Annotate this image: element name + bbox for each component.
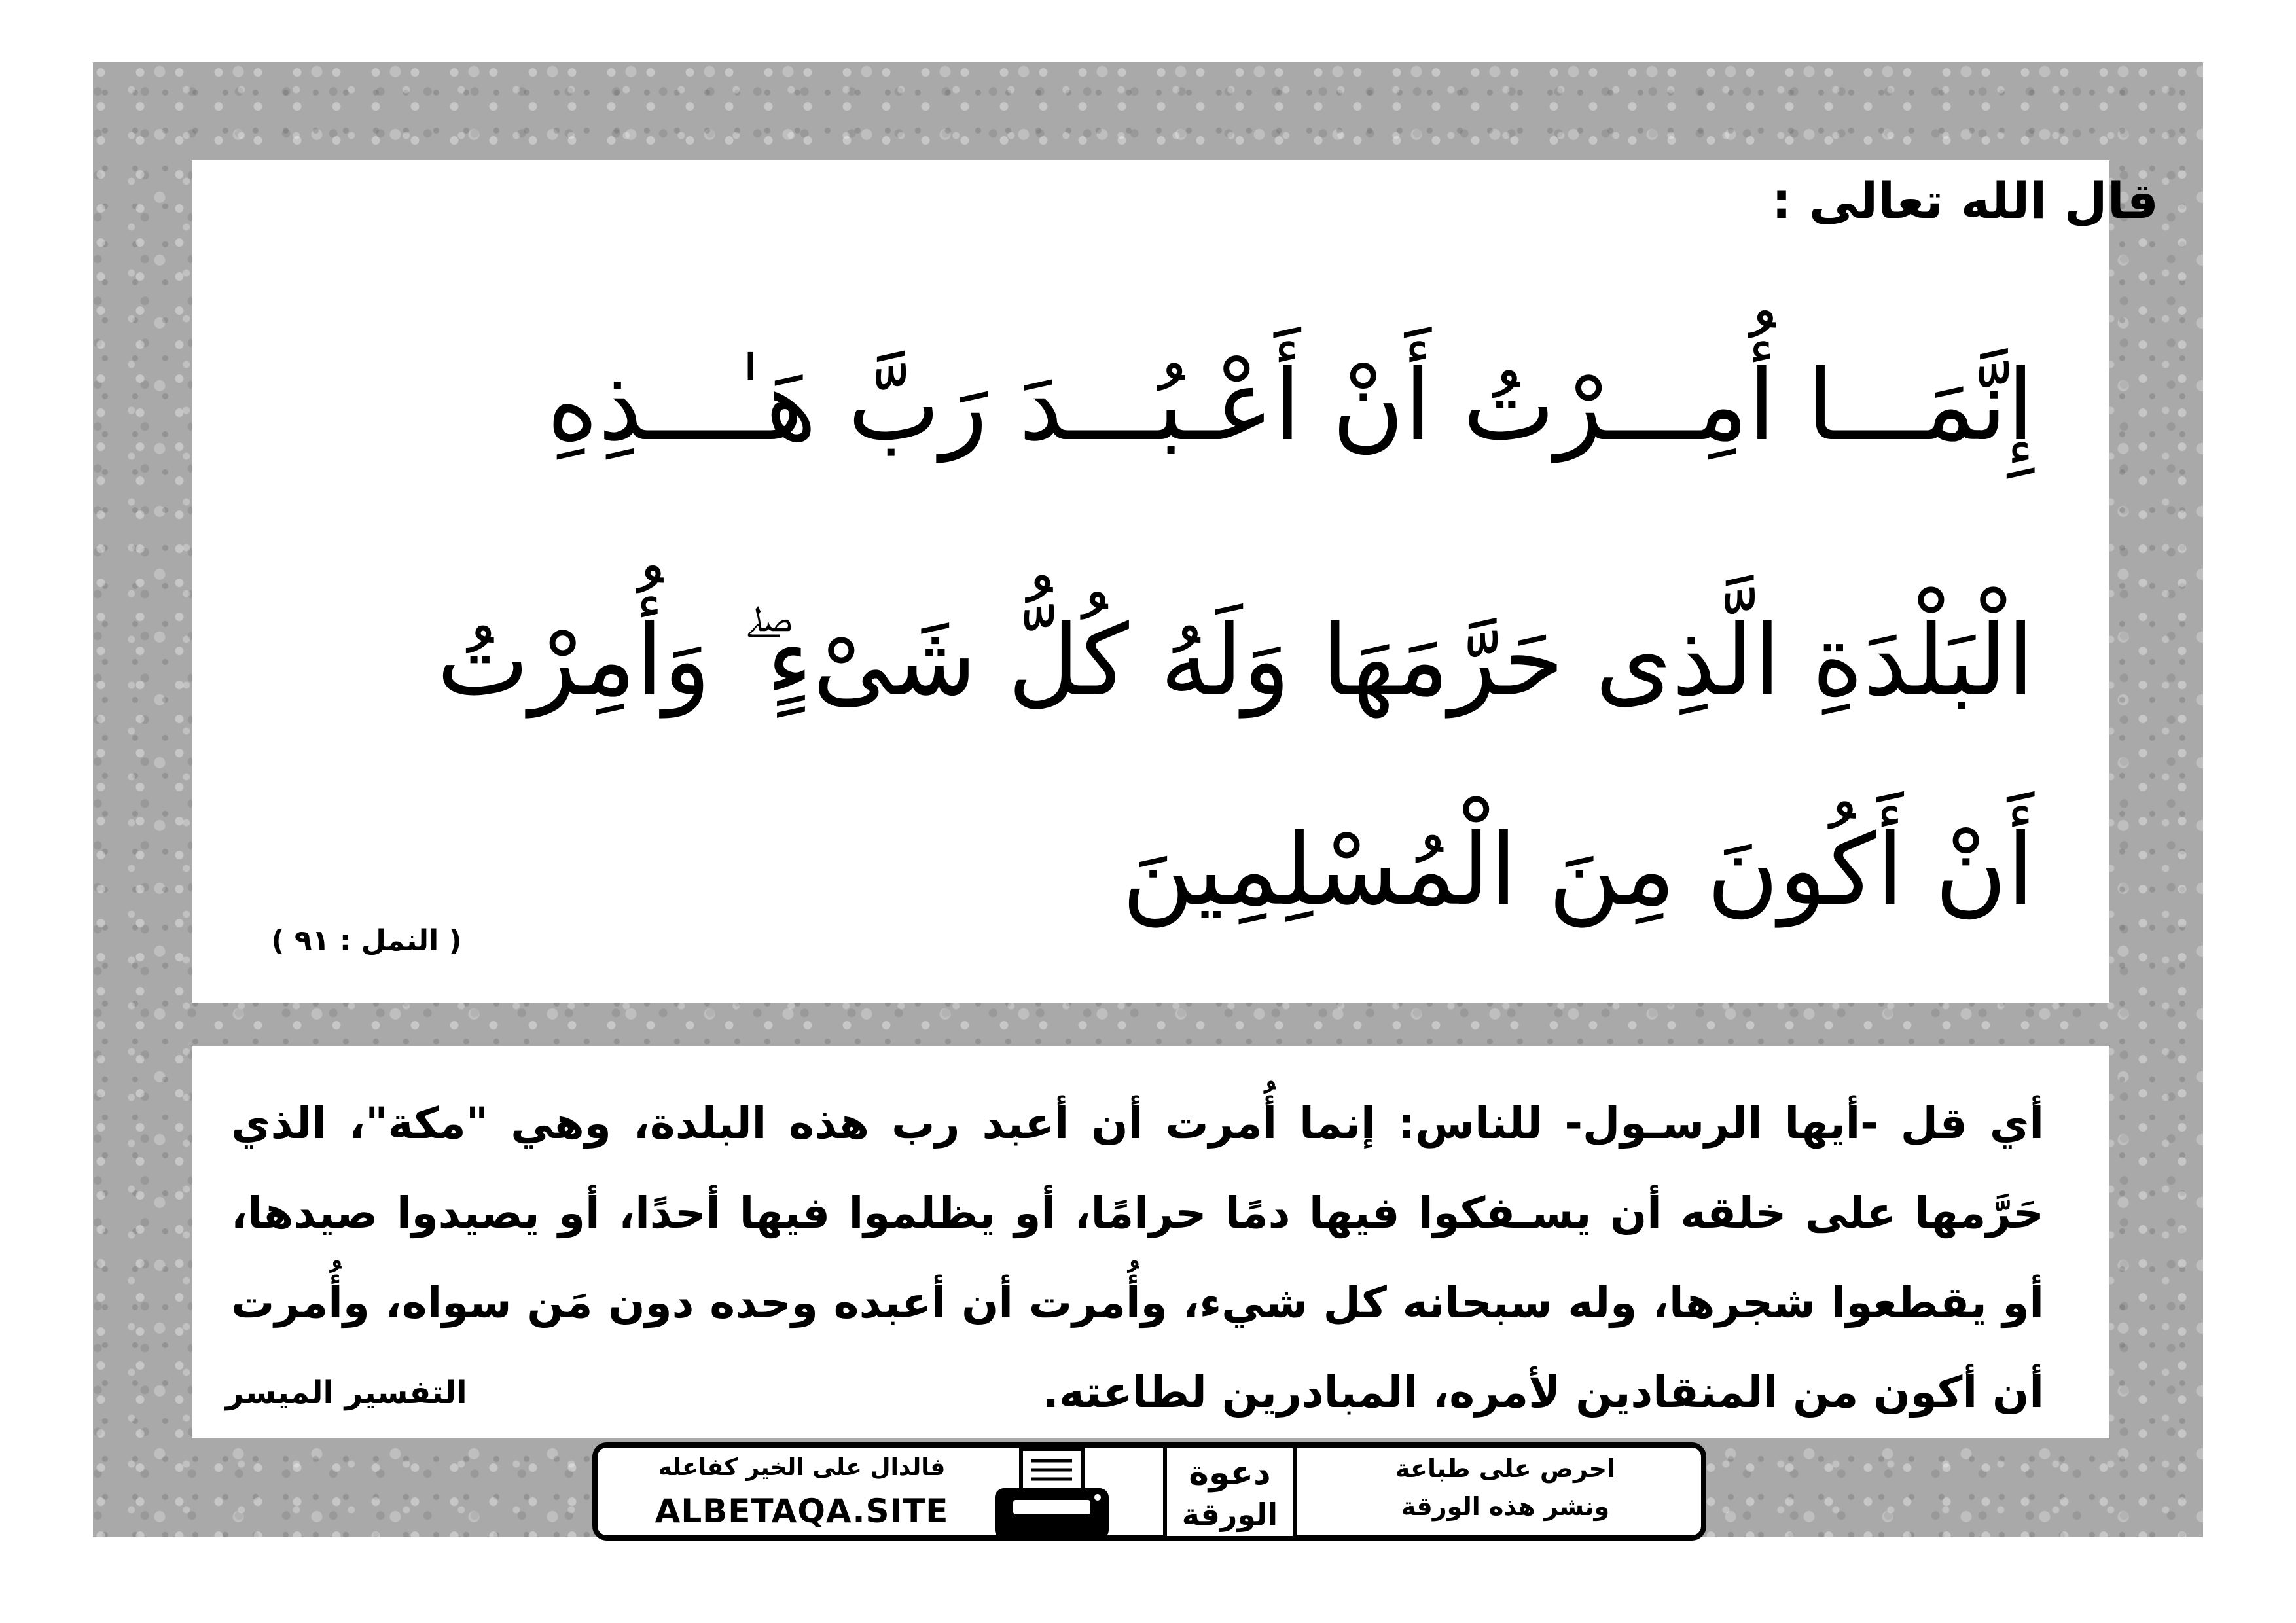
- footer-cta-line: ونشر هذه الورقة: [1401, 1492, 1610, 1521]
- footer-cta-line: احرص على طباعة: [1395, 1454, 1616, 1483]
- logo-text: دعوة: [1189, 1454, 1271, 1493]
- tafsir-source: التفسير الميسر: [226, 1374, 467, 1411]
- verse-reference: ( النمل : ٩١ ): [271, 924, 462, 957]
- dawat-alwaraqa-logo: [1162, 1444, 1297, 1541]
- verse-line: الْبَلْدَةِ الَّذِى حَرَّمَهَا وَلَهُ كُلُّ شَىْءٍ ۖ وَأُمِرْتُ: [437, 604, 2034, 718]
- verse-line: إِنَّمَـــا أُمِـــرْتُ أَنْ أَعْـبُـــدَ رَبَّ هَـٰـــذِهِ: [547, 349, 2034, 463]
- footer-slogan: فالدال على الخير كفاعله: [658, 1454, 946, 1481]
- printer-icon: [990, 1445, 1114, 1543]
- footer-site-link[interactable]: ALBETAQA.SITE: [655, 1492, 949, 1530]
- verse-intro: قال الله تعالى :: [1771, 171, 2159, 230]
- verse-line: أَنْ أَكُونَ مِنَ الْمُسْلِمِينَ: [1122, 813, 2034, 927]
- logo-text: الورقة: [1181, 1497, 1278, 1532]
- tafsir-text: أي قل -أيها الرسـول- للناس: إنما أُمرت أن أعبد رب هذه البلدة، وهي "مكة"، الذي حَرَّمها على خلقه أن يسـفكوا فيها دمًا حرامًا، أو يظلموا فيها أحدًا، أو يصيدوا صيدها، أو يقطعوا شجرها، وله سبحانه كل شيء، وأُمرت أن أعبده وحده دون مَن سواه، وأُمرت أن أكون من المنقادين لأمره، المبادرين لطاعته.: [231, 1098, 2044, 1418]
